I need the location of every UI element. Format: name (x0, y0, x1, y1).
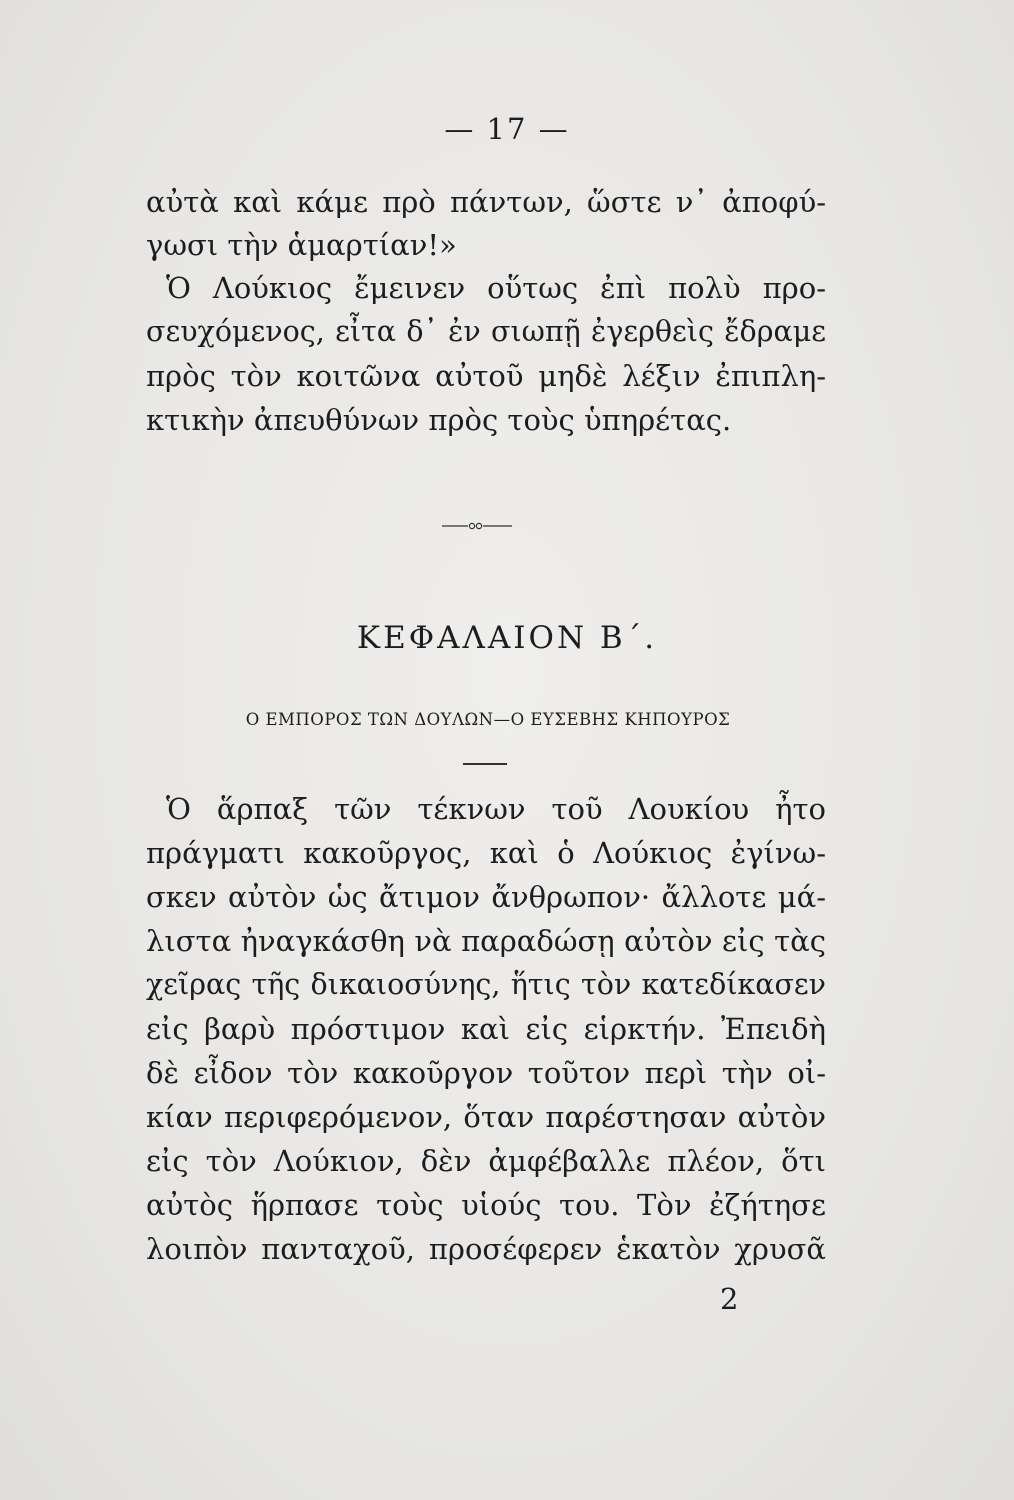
text-line: πράγματι κακοῦργος, καὶ ὁ Λούκιος ἐγίνω- (146, 836, 826, 870)
text-line: εἰς τὸν Λούκιον, δὲν ἀμφέβαλλε πλέον, ὅτι (146, 1144, 826, 1178)
top-paragraphs (146, 185, 826, 448)
text-line: αὐτὰ καὶ κάμε πρὸ πάντων, ὥστε ν᾽ ἀποφύ- (146, 185, 826, 219)
text-line: λοιπὸν πανταχοῦ, προσέφερεν ἑκατὸν χρυσᾶ (146, 1232, 826, 1266)
body-paragraph (146, 792, 826, 1275)
divider-rule (463, 763, 507, 765)
text-line: χεῖρας τῆς δικαιοσύνης, ἥτις τὸν κατεδίκασεν (146, 968, 826, 1001)
text-line: σκεν αὐτὸν ὡς ἄτιμον ἄνθρωπον· ἄλλοτε μά- (146, 880, 826, 914)
text-line: δὲ εἶδον τὸν κακοῦργον τοῦτον περὶ τὴν οἰ- (146, 1056, 826, 1090)
text-line: σευχόμενος, εἶτα δ᾽ ἐν σιωπῇ ἐγερθεὶς ἔδραμε (146, 315, 826, 348)
text-line: εἰς βαρὺ πρόστιμον καὶ εἰς εἱρκτήν. Ἐπειδὴ (146, 1012, 826, 1046)
chapter-subtitle: Ο ΕΜΠΟΡΟΣ ΤΩΝ ΔΟΥΛΩΝ—Ο ΕΥΣΕΒΗΣ ΚΗΠΟΥΡΟΣ (245, 710, 731, 729)
chapter-title: ΚΕΦΑΛΑΙΟΝ Β΄. (356, 620, 658, 656)
text-line: Ὁ Λούκιος ἔμεινεν οὕτως ἐπὶ πολὺ προ- (166, 271, 826, 305)
signature-mark: 2 (720, 1282, 739, 1316)
text-line: κίαν περιφερόμενον, ὅταν παρέστησαν αὐτὸν (146, 1100, 826, 1134)
text-line: αὐτὸς ἥρπασε τοὺς υἱούς του. Τὸν ἐζήτησε (146, 1188, 826, 1222)
page-number: — 17 — (444, 112, 570, 146)
text-line: πρὸς τὸν κοιτῶνα αὐτοῦ μηδὲ λέξιν ἐπιπλη- (146, 359, 826, 393)
section-ornament (442, 521, 512, 531)
text-line: λιστα ἠναγκάσθη νὰ παραδώσῃ αὐτὸν εἰς τὰς (146, 924, 826, 958)
text-line: γωσι τὴν ἁμαρτίαν!» (146, 228, 457, 262)
text-line: Ὁ ἅρπαξ τῶν τέκνων τοῦ Λουκίου ἦτο (166, 792, 826, 826)
text-line: κτικὴν ἀπευθύνων πρὸς τοὺς ὑπηρέτας. (146, 403, 732, 437)
